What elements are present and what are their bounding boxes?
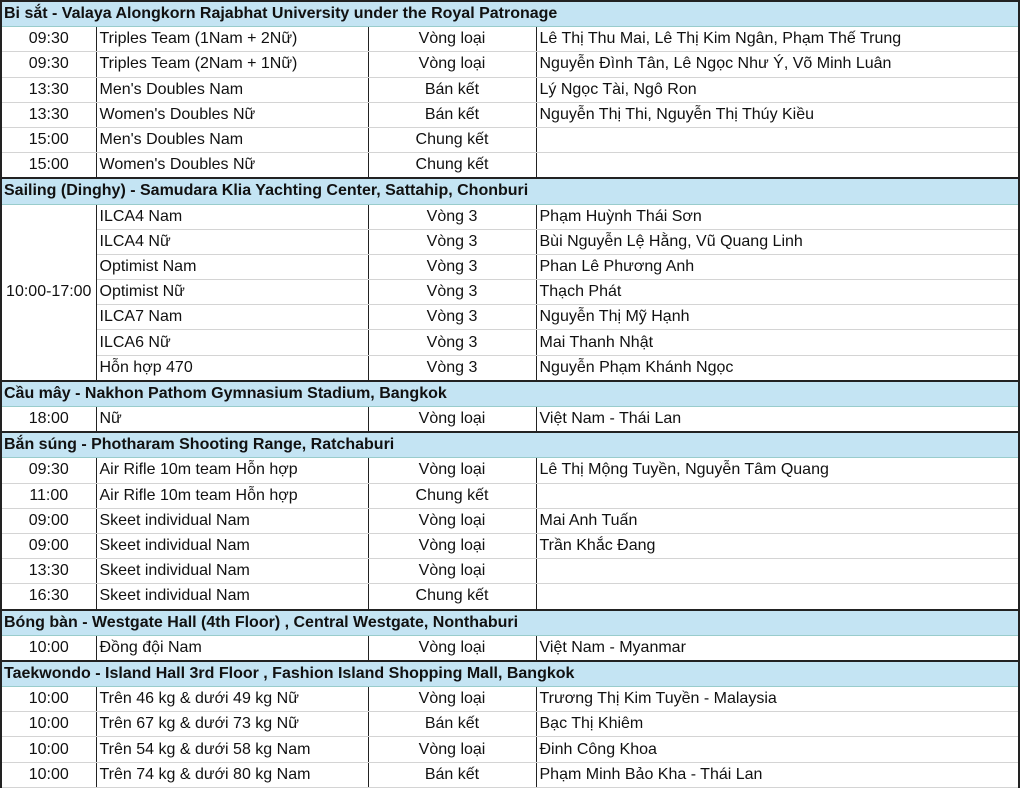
athletes-cell: Lê Thị Thu Mai, Lê Thị Kim Ngân, Phạm Thế Trung — [536, 27, 1019, 52]
time-cell: 18:00 — [1, 407, 96, 433]
event-cell: Trên 67 kg & dưới 73 kg Nữ — [96, 712, 368, 737]
event-cell: ILCA6 Nữ — [96, 330, 368, 355]
time-cell: 09:30 — [1, 27, 96, 52]
round-cell: Vòng 3 — [368, 229, 536, 254]
round-cell: Chung kết — [368, 584, 536, 610]
event-cell: Trên 46 kg & dưới 49 kg Nữ — [96, 687, 368, 712]
venue-header-row — [1, 432, 1019, 458]
athletes-cell: Đinh Công Khoa — [536, 737, 1019, 762]
event-cell: Optimist Nam — [96, 254, 368, 279]
table-row — [1, 508, 1019, 533]
athletes-cell: Nguyễn Thị Mỹ Hạnh — [536, 305, 1019, 330]
time-cell: 09:00 — [1, 533, 96, 558]
athletes-cell — [536, 127, 1019, 152]
schedule-body — [1, 1, 1019, 787]
event-cell: Skeet individual Nam — [96, 508, 368, 533]
venue-header-row — [1, 661, 1019, 687]
athletes-cell: Bạc Thị Khiêm — [536, 712, 1019, 737]
table-row — [1, 27, 1019, 52]
table-row — [1, 229, 1019, 254]
athletes-cell: Trần Khắc Đang — [536, 533, 1019, 558]
table-row — [1, 280, 1019, 305]
time-cell: 10:00-17:00 — [1, 204, 96, 381]
round-cell: Vòng loại — [368, 27, 536, 52]
table-row — [1, 559, 1019, 584]
event-cell: Women's Doubles Nữ — [96, 102, 368, 127]
table-row — [1, 355, 1019, 381]
table-row — [1, 330, 1019, 355]
time-cell: 13:30 — [1, 102, 96, 127]
table-row — [1, 458, 1019, 483]
round-cell: Chung kết — [368, 153, 536, 179]
round-cell: Bán kết — [368, 102, 536, 127]
round-cell: Bán kết — [368, 712, 536, 737]
event-cell: Triples Team (1Nam + 2Nữ) — [96, 27, 368, 52]
event-cell: Skeet individual Nam — [96, 559, 368, 584]
athletes-cell: Lý Ngọc Tài, Ngô Ron — [536, 77, 1019, 102]
athletes-cell: Mai Thanh Nhật — [536, 330, 1019, 355]
round-cell: Vòng loại — [368, 737, 536, 762]
athletes-cell: Thạch Phát — [536, 280, 1019, 305]
table-row — [1, 483, 1019, 508]
round-cell: Chung kết — [368, 127, 536, 152]
round-cell: Bán kết — [368, 762, 536, 787]
table-row — [1, 635, 1019, 661]
round-cell: Vòng loại — [368, 407, 536, 433]
event-cell: Trên 74 kg & dưới 80 kg Nam — [96, 762, 368, 787]
venue-title: Cầu mây - Nakhon Pathom Gymnasium Stadium, Bangkok — [1, 381, 1019, 407]
table-row — [1, 737, 1019, 762]
round-cell: Vòng loại — [368, 635, 536, 661]
round-cell: Vòng 3 — [368, 280, 536, 305]
event-cell: Skeet individual Nam — [96, 584, 368, 610]
round-cell: Vòng loại — [368, 533, 536, 558]
round-cell: Vòng loại — [368, 508, 536, 533]
round-cell: Vòng 3 — [368, 355, 536, 381]
round-cell: Vòng loại — [368, 559, 536, 584]
round-cell: Vòng loại — [368, 52, 536, 77]
athletes-cell — [536, 584, 1019, 610]
event-cell: Triples Team (2Nam + 1Nữ) — [96, 52, 368, 77]
venue-title: Bóng bàn - Westgate Hall (4th Floor) , Central Westgate, Nonthaburi — [1, 610, 1019, 636]
venue-title: Taekwondo - Island Hall 3rd Floor , Fashion Island Shopping Mall, Bangkok — [1, 661, 1019, 687]
time-cell: 10:00 — [1, 737, 96, 762]
table-row — [1, 305, 1019, 330]
table-row — [1, 407, 1019, 433]
athletes-cell — [536, 559, 1019, 584]
event-cell: Air Rifle 10m team Hỗn hợp — [96, 483, 368, 508]
table-row — [1, 712, 1019, 737]
event-cell: Hỗn hợp 470 — [96, 355, 368, 381]
venue-header-row — [1, 610, 1019, 636]
event-cell: Trên 54 kg & dưới 58 kg Nam — [96, 737, 368, 762]
event-cell: ILCA4 Nữ — [96, 229, 368, 254]
time-cell: 09:00 — [1, 508, 96, 533]
table-row — [1, 127, 1019, 152]
time-cell: 13:30 — [1, 559, 96, 584]
time-cell: 09:30 — [1, 52, 96, 77]
round-cell: Vòng loại — [368, 687, 536, 712]
round-cell: Vòng 3 — [368, 254, 536, 279]
athletes-cell: Nguyễn Đình Tân, Lê Ngọc Như Ý, Võ Minh Luân — [536, 52, 1019, 77]
round-cell: Bán kết — [368, 77, 536, 102]
time-cell: 15:00 — [1, 127, 96, 152]
athletes-cell: Trương Thị Kim Tuyền - Malaysia — [536, 687, 1019, 712]
event-cell: Đồng đội Nam — [96, 635, 368, 661]
athletes-cell: Bùi Nguyễn Lệ Hằng, Vũ Quang Linh — [536, 229, 1019, 254]
event-cell: ILCA4 Nam — [96, 204, 368, 229]
table-row — [1, 687, 1019, 712]
time-cell: 10:00 — [1, 762, 96, 787]
table-row — [1, 533, 1019, 558]
time-cell: 10:00 — [1, 687, 96, 712]
time-cell: 10:00 — [1, 712, 96, 737]
time-cell: 13:30 — [1, 77, 96, 102]
athletes-cell: Việt Nam - Thái Lan — [536, 407, 1019, 433]
event-cell: Nữ — [96, 407, 368, 433]
venue-title: Bắn súng - Photharam Shooting Range, Ratchaburi — [1, 432, 1019, 458]
event-cell: Women's Doubles Nữ — [96, 153, 368, 179]
table-row — [1, 52, 1019, 77]
event-cell: Skeet individual Nam — [96, 533, 368, 558]
venue-title: Bi sắt - Valaya Alongkorn Rajabhat University under the Royal Patronage — [1, 1, 1019, 27]
time-cell: 09:30 — [1, 458, 96, 483]
athletes-cell: Phạm Minh Bảo Kha - Thái Lan — [536, 762, 1019, 787]
table-row — [1, 762, 1019, 787]
table-row — [1, 102, 1019, 127]
time-cell: 10:00 — [1, 635, 96, 661]
time-cell: 15:00 — [1, 153, 96, 179]
table-row — [1, 153, 1019, 179]
athletes-cell: Phạm Huỳnh Thái Sơn — [536, 204, 1019, 229]
table-row — [1, 254, 1019, 279]
event-cell: Men's Doubles Nam — [96, 127, 368, 152]
event-cell: ILCA7 Nam — [96, 305, 368, 330]
round-cell: Vòng 3 — [368, 305, 536, 330]
venue-header-row — [1, 1, 1019, 27]
athletes-cell — [536, 153, 1019, 179]
table-row — [1, 204, 1019, 229]
venue-header-row — [1, 178, 1019, 204]
athletes-cell: Nguyễn Phạm Khánh Ngọc — [536, 355, 1019, 381]
event-cell: Men's Doubles Nam — [96, 77, 368, 102]
athletes-cell: Nguyễn Thị Thi, Nguyễn Thị Thúy Kiều — [536, 102, 1019, 127]
event-cell: Air Rifle 10m team Hỗn hợp — [96, 458, 368, 483]
table-row — [1, 584, 1019, 610]
round-cell: Vòng 3 — [368, 204, 536, 229]
round-cell: Vòng 3 — [368, 330, 536, 355]
time-cell: 11:00 — [1, 483, 96, 508]
athletes-cell: Phan Lê Phương Anh — [536, 254, 1019, 279]
venue-header-row — [1, 381, 1019, 407]
venue-title: Sailing (Dinghy) - Samudara Klia Yachting Center, Sattahip, Chonburi — [1, 178, 1019, 204]
round-cell: Vòng loại — [368, 458, 536, 483]
round-cell: Chung kết — [368, 483, 536, 508]
athletes-cell — [536, 483, 1019, 508]
athletes-cell: Mai Anh Tuấn — [536, 508, 1019, 533]
athletes-cell: Lê Thị Mộng Tuyền, Nguyễn Tâm Quang — [536, 458, 1019, 483]
time-cell: 16:30 — [1, 584, 96, 610]
athletes-cell: Việt Nam - Myanmar — [536, 635, 1019, 661]
event-cell: Optimist Nữ — [96, 280, 368, 305]
table-row — [1, 77, 1019, 102]
